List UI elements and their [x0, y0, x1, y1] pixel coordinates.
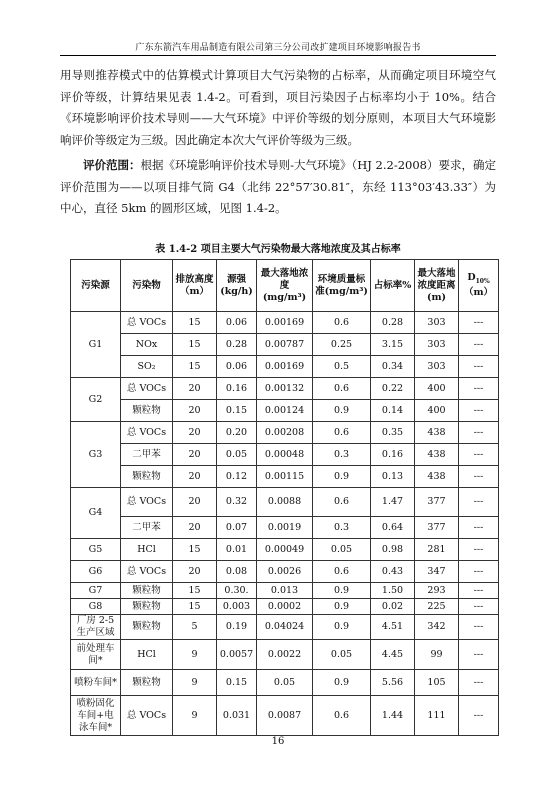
table-cell: 15: [173, 356, 217, 378]
table-cell: 347: [415, 561, 459, 583]
table-cell: 颗粒物: [121, 583, 173, 599]
table-cell: 0.031: [217, 696, 257, 736]
table-cell: 9: [173, 640, 217, 670]
table-row: [71, 539, 499, 561]
table-cell: ---: [459, 561, 499, 583]
table-cell: 0.25: [313, 334, 371, 356]
table-cell: 400: [415, 378, 459, 400]
table-cell: 总 VOCs: [121, 488, 173, 517]
table-cell: 0.9: [313, 466, 371, 488]
table-cell: 438: [415, 466, 459, 488]
table-row: [71, 356, 499, 378]
table-cell: 0.15: [217, 670, 257, 696]
table-cell: 0.19: [217, 615, 257, 640]
table-cell: 0.9: [313, 615, 371, 640]
header-ratio: 占标率%: [371, 260, 415, 312]
table-cell: 0.06: [217, 356, 257, 378]
table-cell: 0.0022: [257, 640, 313, 670]
table-cell: 0.01: [217, 539, 257, 561]
table-cell: 0.00132: [257, 378, 313, 400]
table-cell: 0.13: [371, 466, 415, 488]
table-row: [71, 599, 499, 615]
table-cell: 颗粒物: [121, 599, 173, 615]
table-cell: ---: [459, 539, 499, 561]
table-cell: 0.6: [313, 378, 371, 400]
table-cell: ---: [459, 670, 499, 696]
table-cell: 0.02: [371, 599, 415, 615]
table-cell: 20: [173, 400, 217, 422]
table-row: [71, 466, 499, 488]
table-cell: 0.00208: [257, 422, 313, 444]
table-cell-source: 喷粉固化车间+电泳车间*: [71, 696, 121, 736]
table-cell-source: G6: [71, 561, 121, 583]
table-cell: 0.9: [313, 670, 371, 696]
table-cell: 303: [415, 356, 459, 378]
table-cell: 0.00049: [257, 539, 313, 561]
table-cell: 0.32: [217, 488, 257, 517]
table-cell: ---: [459, 422, 499, 444]
table-cell: 0.9: [313, 400, 371, 422]
table-row: [71, 640, 499, 670]
table-cell: ---: [459, 599, 499, 615]
table-cell: 0.00048: [257, 444, 313, 466]
table-row: [71, 670, 499, 696]
table-cell: 颗粒物: [121, 466, 173, 488]
header-d10: $D_{10\%}$ （m）: [459, 260, 499, 312]
table-cell: 总 VOCs: [121, 696, 173, 736]
table-cell: NOx: [121, 334, 173, 356]
table-cell: ---: [459, 356, 499, 378]
table-cell: 0.16: [371, 444, 415, 466]
table-cell: 15: [173, 312, 217, 334]
table-cell: 0.6: [313, 422, 371, 444]
table-cell: 377: [415, 517, 459, 539]
table-cell: 总 VOCs: [121, 561, 173, 583]
table-cell: 225: [415, 599, 459, 615]
table-cell: 0.22: [371, 378, 415, 400]
table-cell: 20: [173, 517, 217, 539]
table-cell: 5.56: [371, 670, 415, 696]
table-cell: 0.16: [217, 378, 257, 400]
table-cell: ---: [459, 444, 499, 466]
table-row: [71, 517, 499, 539]
table-cell: 0.05: [257, 670, 313, 696]
paragraph-assessment-level: 用导则推荐模式中的估算模式计算项目大气污染物的占标率，从而确定项目环境空气评价等级，计算结果见表 1.4-2。可看到，项目污染因子占标率均小于 10%。结合《环境影响评价技术导则——大气环境》中评价等级的划分原则，本项目大气环境影响评价等级定为三级。因此确定本次大气评价等级为三级。: [60, 68, 496, 147]
table-cell: 0.00115: [257, 466, 313, 488]
table-cell: 281: [415, 539, 459, 561]
table-cell: 0.28: [371, 312, 415, 334]
table-cell: 0.5: [313, 356, 371, 378]
table-cell: 0.0088: [257, 488, 313, 517]
table-row: [71, 561, 499, 583]
table-cell: 9: [173, 696, 217, 736]
table-cell: 0.20: [217, 422, 257, 444]
table-cell: 303: [415, 312, 459, 334]
table-cell-source: G5: [71, 539, 121, 561]
page-header: 广东东箭汽车用品制造有限公司第三分公司改扩建项目环境影响报告书: [135, 43, 421, 53]
table-cell: 0.00787: [257, 334, 313, 356]
table-cell: 0.14: [371, 400, 415, 422]
table-cell: ---: [459, 615, 499, 640]
table-cell: 0.04024: [257, 615, 313, 640]
paragraph-assessment-scope: [60, 155, 496, 220]
table-cell-source: 厂房 2-5 生产区域: [71, 615, 121, 640]
scope-text: 根据《环境影响评价技术导则-大气环境》（HJ 2.2-2008）要求，确定评价范围为——以项目排气筒 G4（北纬 22°57′30.81″，东经 113°03′43.33″）为中心，直径 5km 的圆形区域，见图 1.4-2。: [60, 158, 497, 215]
header-source: 污染源: [71, 260, 121, 312]
table-cell: 0.30.: [217, 583, 257, 599]
table-cell: 二甲苯: [121, 444, 173, 466]
header-pollutant: 污染物: [121, 260, 173, 312]
table-row: [71, 615, 499, 640]
table-cell: 20: [173, 444, 217, 466]
table-cell: 0.9: [313, 583, 371, 599]
header-rule: [60, 55, 496, 56]
table-cell: ---: [459, 334, 499, 356]
table-cell: 0.06: [217, 312, 257, 334]
table-cell: 0.00169: [257, 356, 313, 378]
table-row: [71, 696, 499, 736]
table-cell: 15: [173, 334, 217, 356]
table-row: [71, 422, 499, 444]
table-cell: 15: [173, 583, 217, 599]
table-cell: 0.0057: [217, 640, 257, 670]
table-cell: 0.013: [257, 583, 313, 599]
table-cell: 0.3: [313, 444, 371, 466]
table-cell: 1.44: [371, 696, 415, 736]
table-cell: 颗粒物: [121, 400, 173, 422]
table-row: [71, 334, 499, 356]
table-row: [71, 488, 499, 517]
table-cell: 5: [173, 615, 217, 640]
table-cell: 20: [173, 378, 217, 400]
table-cell: 总 VOCs: [121, 312, 173, 334]
table-cell: 0.05: [217, 444, 257, 466]
table-cell: 20: [173, 466, 217, 488]
table-cell-source: G3: [71, 422, 121, 488]
table-cell: 0.6: [313, 561, 371, 583]
table-cell: 0.0019: [257, 517, 313, 539]
table-cell: 20: [173, 561, 217, 583]
table-cell: 342: [415, 615, 459, 640]
table-cell: 总 VOCs: [121, 422, 173, 444]
pollutant-table: [70, 259, 499, 736]
table-cell: 0.64: [371, 517, 415, 539]
table-cell: 0.3: [313, 517, 371, 539]
table-cell: 0.15: [217, 400, 257, 422]
header-max-conc: 最大落地浓度(mg/m³): [257, 260, 313, 312]
table-cell: 0.6: [313, 488, 371, 517]
table-cell: 400: [415, 400, 459, 422]
table-cell: SO₂: [121, 356, 173, 378]
table-cell: 0.08: [217, 561, 257, 583]
table-cell: 0.05: [313, 539, 371, 561]
table-cell: ---: [459, 640, 499, 670]
table-caption: 表 1.4-2 项目主要大气污染物最大落地浓度及其占标率: [155, 244, 401, 255]
table-cell: 0.98: [371, 539, 415, 561]
table-cell: ---: [459, 583, 499, 599]
table-cell: 15: [173, 599, 217, 615]
table-cell: 105: [415, 670, 459, 696]
table-cell-source: G4: [71, 488, 121, 539]
table-cell: 438: [415, 422, 459, 444]
table-cell: ---: [459, 312, 499, 334]
table-cell: 20: [173, 488, 217, 517]
table-cell: 1.47: [371, 488, 415, 517]
header-rate: 源强(kg/h): [217, 260, 257, 312]
table-cell: 0.35: [371, 422, 415, 444]
table-cell: ---: [459, 400, 499, 422]
table-cell-source: 前处理车间*: [71, 640, 121, 670]
table-cell: 438: [415, 444, 459, 466]
header-distance: 最大落地浓度距离(m): [415, 260, 459, 312]
table-cell: 111: [415, 696, 459, 736]
table-cell: 颗粒物: [121, 670, 173, 696]
table-cell: HCl: [121, 539, 173, 561]
table-cell: HCl: [121, 640, 173, 670]
table-cell-source: G1: [71, 312, 121, 378]
table-cell: 293: [415, 583, 459, 599]
table-header-row: [71, 260, 499, 312]
table-cell: 1.50: [371, 583, 415, 599]
table-cell: 20: [173, 422, 217, 444]
table-cell: 9: [173, 670, 217, 696]
table-cell: ---: [459, 466, 499, 488]
table-cell: 0.28: [217, 334, 257, 356]
header-height: 排放高度（m）: [173, 260, 217, 312]
table-cell: 颗粒物: [121, 615, 173, 640]
table-row: [71, 444, 499, 466]
table-cell: 0.00169: [257, 312, 313, 334]
table-cell: 15: [173, 539, 217, 561]
table-cell: 0.003: [217, 599, 257, 615]
table-cell: ---: [459, 488, 499, 517]
table-cell: 0.07: [217, 517, 257, 539]
table-cell: 377: [415, 488, 459, 517]
table-cell: ---: [459, 517, 499, 539]
table-row: [71, 583, 499, 599]
table-cell: ---: [459, 378, 499, 400]
table-cell: 0.12: [217, 466, 257, 488]
page-number: 16: [271, 736, 285, 747]
table-cell: 4.45: [371, 640, 415, 670]
table-row: [71, 312, 499, 334]
table-cell: 总 VOCs: [121, 378, 173, 400]
table-cell: 0.6: [313, 312, 371, 334]
table-cell: 二甲苯: [121, 517, 173, 539]
table-cell: 303: [415, 334, 459, 356]
table-cell: ---: [459, 696, 499, 736]
table-cell: 4.51: [371, 615, 415, 640]
header-std: 环境质量标准(mg/m³): [313, 260, 371, 312]
table-cell: 0.9: [313, 599, 371, 615]
table-cell: 0.00124: [257, 400, 313, 422]
table-cell-source: 喷粉车间*: [71, 670, 121, 696]
table-cell: 3.15: [371, 334, 415, 356]
table-row: [71, 400, 499, 422]
table-cell: 0.6: [313, 696, 371, 736]
table-cell: 0.05: [313, 640, 371, 670]
table-cell-source: G2: [71, 378, 121, 422]
table-cell: 0.43: [371, 561, 415, 583]
table-cell: 0.0087: [257, 696, 313, 736]
table-cell: 99: [415, 640, 459, 670]
table-cell: 0.34: [371, 356, 415, 378]
table-cell-source: G8: [71, 599, 121, 615]
table-row: [71, 378, 499, 400]
scope-label: 评价范围：: [83, 158, 141, 172]
table-cell: 0.0002: [257, 599, 313, 615]
table-cell: 0.0026: [257, 561, 313, 583]
table-cell-source: G7: [71, 583, 121, 599]
